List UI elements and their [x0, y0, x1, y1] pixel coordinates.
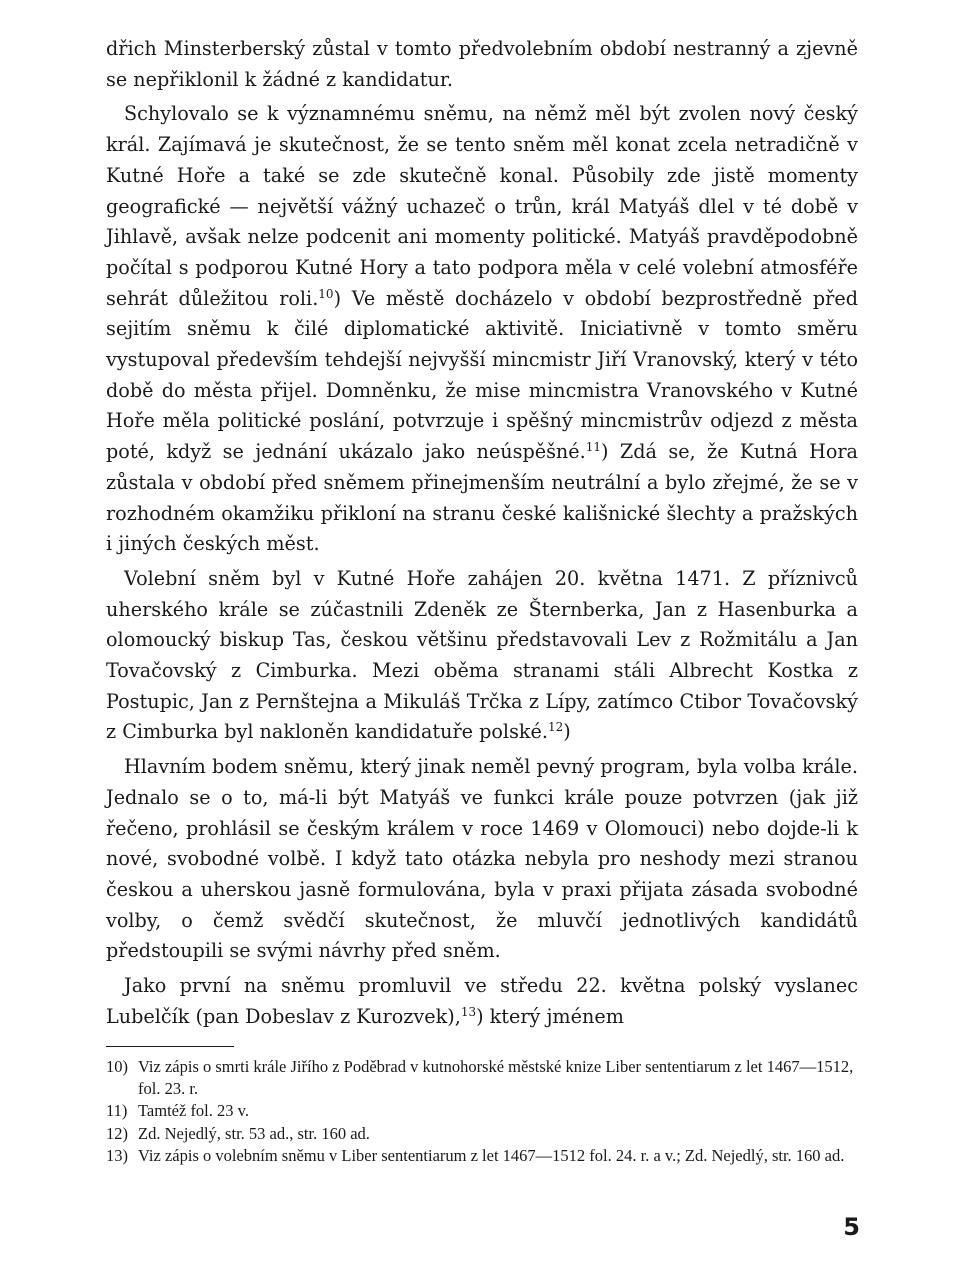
footnote-reference: 10 [318, 286, 334, 301]
footnote [106, 1056, 858, 1099]
paragraph [106, 34, 858, 95]
paragraph-text: Schylovalo se k významnému sněmu, na němž měl být zvolen nový český král. Zajímavá je skutečnost, že se tento sněm měl konat zcela netradičně v Kutné Hoře a také se zde skutečně konal. Působily zde jistě momenty geografické — největší vážný uchazeč o trůn, král Matyáš dlel v té době v Jihlavě, avšak nelze podcenit ani momenty politické. Matyáš pravděpodobně počítal s podporou Kutné Hory a tato podpora měla v celé volební atmosféře sehrát důležitou roli. [106, 102, 858, 310]
footnote-number: 12) [106, 1123, 128, 1143]
paragraph-text: dřich Minsterberský zůstal v tomto předvolebním období nestranný a zjevně se nepřiklonil k žádné z kandidatur. [106, 37, 858, 91]
footnote [106, 1145, 858, 1167]
main-text [106, 34, 858, 1033]
footnote-text: Tamtéž fol. 23 v. [138, 1101, 249, 1120]
page-number: 5 [843, 1213, 860, 1241]
paragraph [106, 564, 858, 748]
paragraph-text: ) Zdá se, že Kutná Hora zůstala v období před sněmem přinejmenším neutrální a bylo zřejmé, že se v rozhodném okamžiku přikloní na stranu české kališnické šlechty a pražských i jiných českých měst. [106, 440, 858, 556]
paragraph-text: ) Ve městě docházelo v období bezprostředně před sejitím sněmu k čilé diplomatické aktivitě. Iniciativně v tomto směru vystupoval především tehdejší nejvyšší mincmistr Jiří Vranovský, který v této době do města přijel. Domněnku, že mise mincmistra Vranovského v Kutné Hoře měla politické poslání, potvrzuje i spěšný mincmistrův odjezd z města poté, když se jednání ukázalo jako neúspěšné. [106, 286, 858, 464]
paragraph-text: Jako první na sněmu promluvil ve středu 22. května polský vyslanec Lubelčík (pan Dobeslav z Kurozvek), [106, 974, 858, 1028]
paragraph [106, 752, 858, 967]
footnote-number: 13) [106, 1146, 128, 1165]
footnote [106, 1123, 858, 1145]
paragraph [106, 99, 858, 560]
footnote-text: Viz zápis o smrti krále Jiřího z Poděbrad v kutnohorské městské knize Liber sententiarum z let 1467—1512, fol. 23. r. [138, 1057, 854, 1098]
footnote-number: 11) [106, 1101, 128, 1120]
footnote-reference: 11 [585, 440, 602, 455]
footnote-divider [106, 1046, 234, 1047]
paragraph-text: ) který jménem [476, 1004, 624, 1028]
footnote-reference: 12 [548, 720, 564, 735]
footnote-number: 10) [106, 1057, 128, 1076]
paragraph-text: Hlavním bodem sněmu, který jinak neměl pevný program, byla volba krále. Jednalo se o to, má-li být Matyáš ve funkci krále pouze potvrzen (jak již řečeno, prohlásil se českým králem v roce 1469 v Olomouci) nebo dojde-li k nové, svobodné volbě. I když tato otázka nebyla pro neshody mezi stranou českou a uherskou jasně formulována, byla v praxi přijata zásada svobodné volby, o čemž svědčí skutečnost, že mluvčí jednotlivých kandidátů předstoupili se svými návrhy před sněm. [106, 755, 858, 963]
footnote-text: Viz zápis o volebním sněmu v Liber sententiarum z let 1467—1512 fol. 24. r. a v.; Zd. Nejedlý, str. 160 ad. [138, 1146, 845, 1165]
footnote [106, 1100, 858, 1122]
paragraph-text: ) [563, 720, 571, 744]
paragraph-text: Volební sněm byl v Kutné Hoře zahájen 20. května 1471. Z příznivců uherského krále se zúčastnili Zdeněk ze Šternberka, Jan z Hasenburka a olomoucký biskup Tas, českou většinu představovali Lev z Rožmitálu a Jan Tovačovský z Cimburka. Mezi oběma stranami stáli Albrecht Kostka z Postupic, Jan z Pernštejna a Mikuláš Trčka z Lípy, zatímco Ctibor Tovačovský z Cimburka byl nakloněn kandidatuře polské. [106, 566, 858, 744]
footnotes [106, 1056, 858, 1168]
paragraph [106, 971, 858, 1032]
footnote-reference: 13 [460, 1004, 477, 1019]
footnote-text: Zd. Nejedlý, str. 53 ad., str. 160 ad. [138, 1123, 370, 1143]
